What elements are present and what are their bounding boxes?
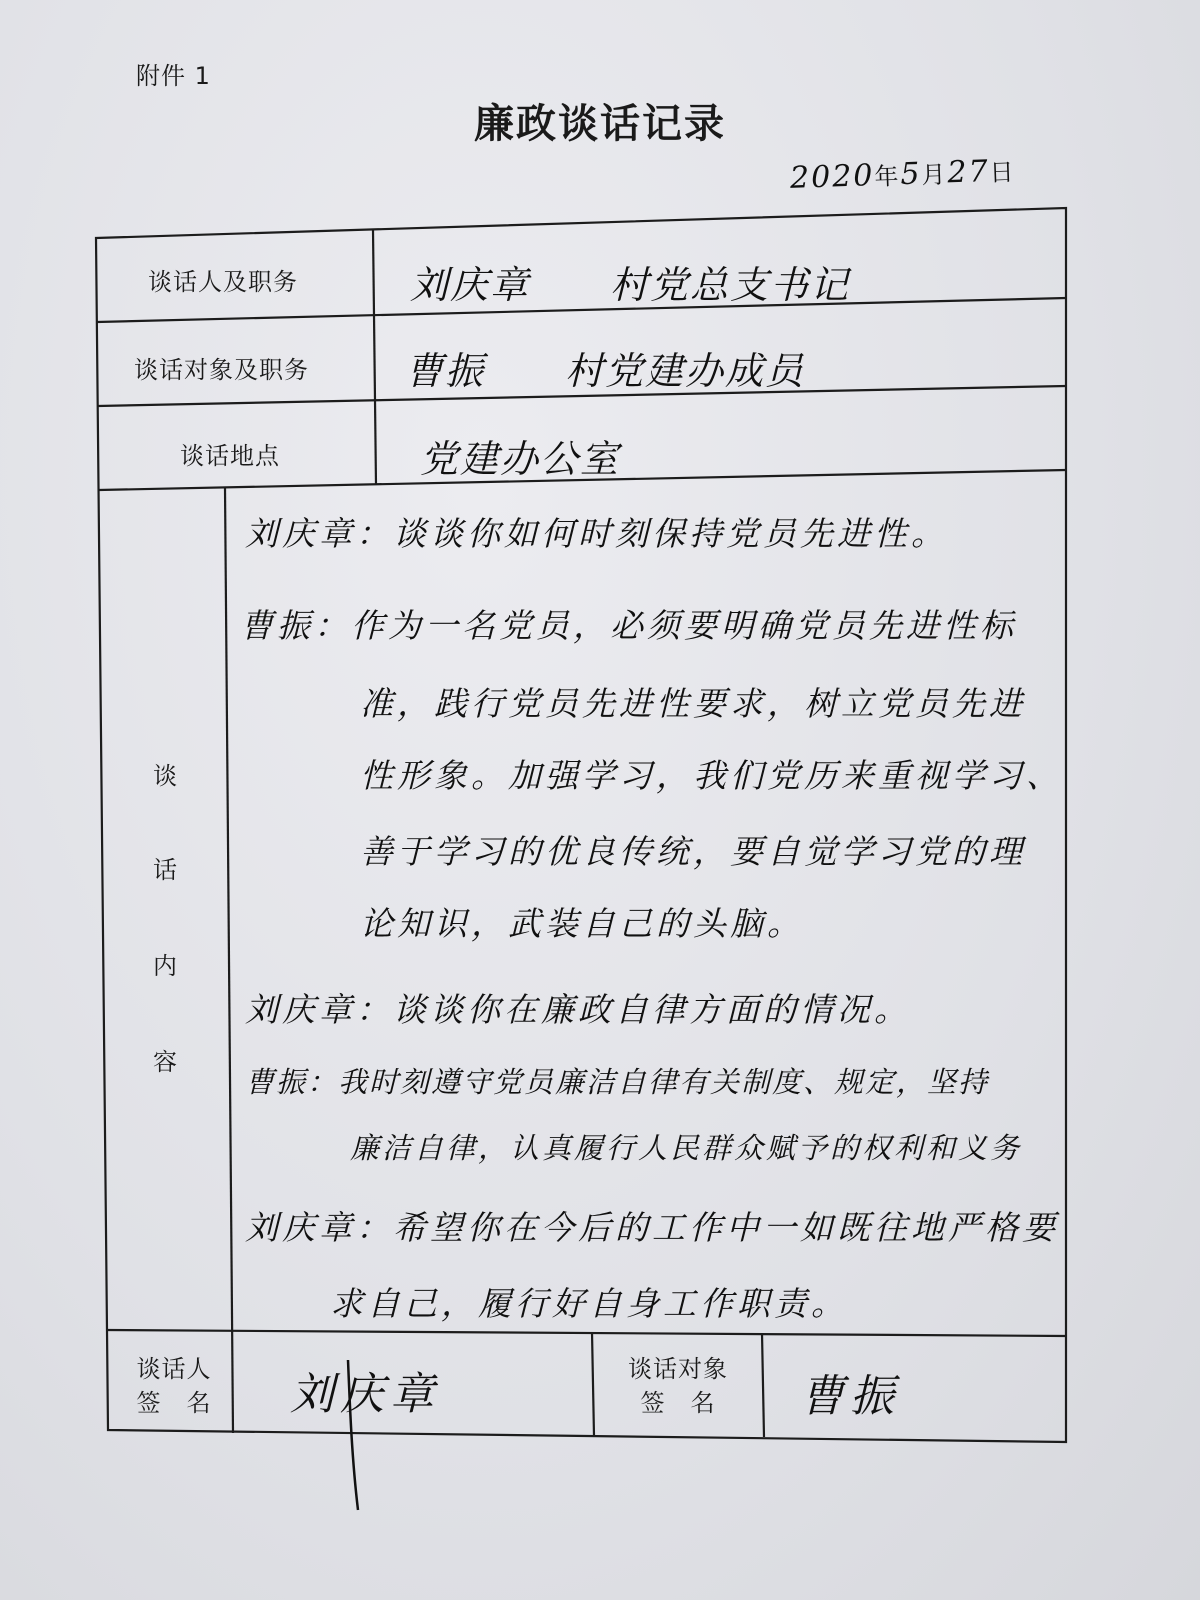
interviewer-signature-label-line2: 签 名: [136, 1389, 212, 1417]
content-line: 求自己，履行好自身工作职责。: [330, 1284, 848, 1323]
interviewer-signature-label-line1: 谈话人: [136, 1355, 212, 1383]
interviewee-position-label: 谈话对象及职务: [134, 356, 309, 384]
interviewer-signature-label: [124, 1352, 224, 1420]
content-label-char-1: 谈: [153, 762, 177, 790]
date-day: 27: [946, 153, 991, 191]
interviewee-position-value: 曹振 村党建办成员: [405, 349, 806, 393]
attachment-label: 附件 1: [136, 62, 211, 90]
interviewee-signature: 曹振: [800, 1371, 900, 1422]
interviewee-signature-label: [618, 1352, 738, 1420]
content-line: 论知识，武装自己的头脑。: [360, 904, 804, 943]
content-line: 刘庆章：谈谈你如何时刻保持党员先进性。: [245, 514, 948, 553]
date-day-label: 日: [989, 158, 1017, 187]
date-year-label: 年: [873, 162, 901, 191]
interviewer-signature: 刘庆章: [290, 1369, 440, 1420]
date-month: 5: [899, 156, 923, 193]
content-label-char-2: 话: [153, 856, 177, 884]
signature-stroke-tail: [330, 1350, 370, 1520]
date-month-label: 月: [921, 160, 948, 190]
date-year: 2020: [789, 158, 876, 196]
location-label: 谈话地点: [180, 442, 280, 470]
interviewer-position-value: 刘庆章 村党总支书记: [410, 263, 851, 307]
content-line: 性形象。加强学习，我们党历来重视学习、: [360, 756, 1063, 795]
document-title: 廉政谈话记录: [474, 101, 726, 147]
location-value: 党建办公室: [420, 437, 621, 481]
content-line: 善于学习的优良传统，要自觉学习党的理: [360, 832, 1026, 871]
content-line: 曹振：我时刻遵守党员廉洁自律有关制度、规定，坚持: [245, 1065, 990, 1099]
interviewee-signature-label-line1: 谈话对象: [628, 1355, 728, 1383]
content-label-char-4: 容: [153, 1048, 177, 1076]
interviewer-position-label: 谈话人及职务: [148, 268, 298, 296]
content-line: 刘庆章：谈谈你在廉政自律方面的情况。: [245, 990, 911, 1029]
interviewee-signature-label-line2: 签 名: [640, 1389, 716, 1417]
content-line: 刘庆章：希望你在今后的工作中一如既往地严格要: [245, 1208, 1059, 1247]
content-line: 曹振：作为一名党员，必须要明确党员先进性标: [240, 606, 1017, 645]
content-label-char-3: 内: [153, 952, 177, 980]
content-line: 准，践行党员先进性要求，树立党员先进: [360, 684, 1026, 723]
content-line: 廉洁自律，认真履行人民群众赋予的权利和义务: [350, 1131, 1023, 1165]
